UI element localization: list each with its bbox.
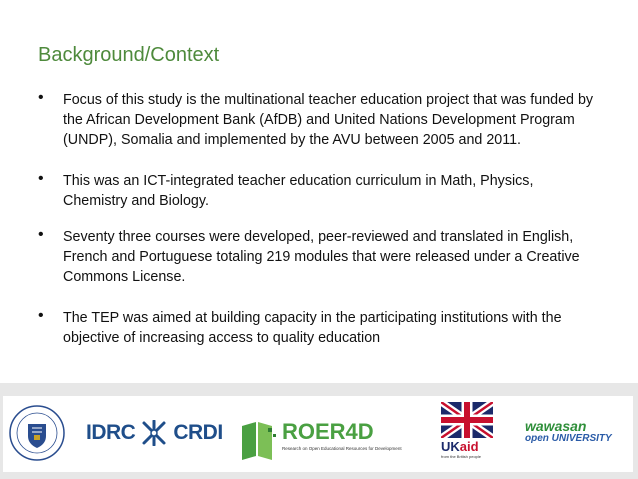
ukaid-text [441, 440, 493, 454]
roer4d-text: ROER4D [282, 419, 374, 444]
idrc-text: IDRC [86, 421, 136, 444]
university-seal-logo [8, 402, 66, 464]
bullet-marker: • [38, 226, 44, 243]
book-icon [238, 420, 278, 464]
union-jack-icon [441, 402, 493, 438]
idrc-logo [86, 420, 223, 446]
bullet-marker: • [38, 307, 44, 324]
roer4d-logo [238, 419, 402, 466]
ukaid-tagline: from the British people [441, 454, 482, 459]
ukaid-logo [441, 402, 493, 466]
wawasan-logo [525, 420, 625, 444]
bullet-item [38, 308, 598, 348]
bullet-item [38, 227, 598, 287]
ukaid-aid: aid [459, 439, 479, 454]
snowflake-icon [141, 420, 167, 446]
bullet-text: This was an ICT-integrated teacher education curriculum in Math, Physics, Chemistry and Biology. [63, 173, 534, 209]
bullet-marker: • [38, 170, 44, 187]
bullet-list [38, 90, 598, 369]
roer4d-tagline: Research on Open Educational Resources for Development [282, 446, 402, 451]
bullet-text: The TEP was aimed at building capacity in the participating institutions with the objective of increasing access to quality education [63, 310, 562, 346]
bullet-marker: • [38, 89, 44, 106]
bullet-text: Focus of this study is the multinational teacher education project that was funded by the African Development Bank (AfDB) and United Nations Development Program (UNDP), Somalia and implemented by the AVU between 2005 and 2011. [63, 92, 594, 148]
slide-title: Background/Context [38, 44, 220, 66]
wawasan-name: wawasan [525, 418, 587, 434]
crdi-text: CRDI [173, 421, 223, 444]
ukaid-uk: UK [441, 439, 460, 454]
wawasan-subtitle: open UNIVERSITY [525, 433, 612, 444]
bullet-item [38, 171, 598, 211]
bullet-text: Seventy three courses were developed, peer-reviewed and translated in English, French and Portuguese totaling 219 modules that were released under a Creative Commons License. [63, 229, 580, 285]
bullet-item [38, 90, 598, 150]
